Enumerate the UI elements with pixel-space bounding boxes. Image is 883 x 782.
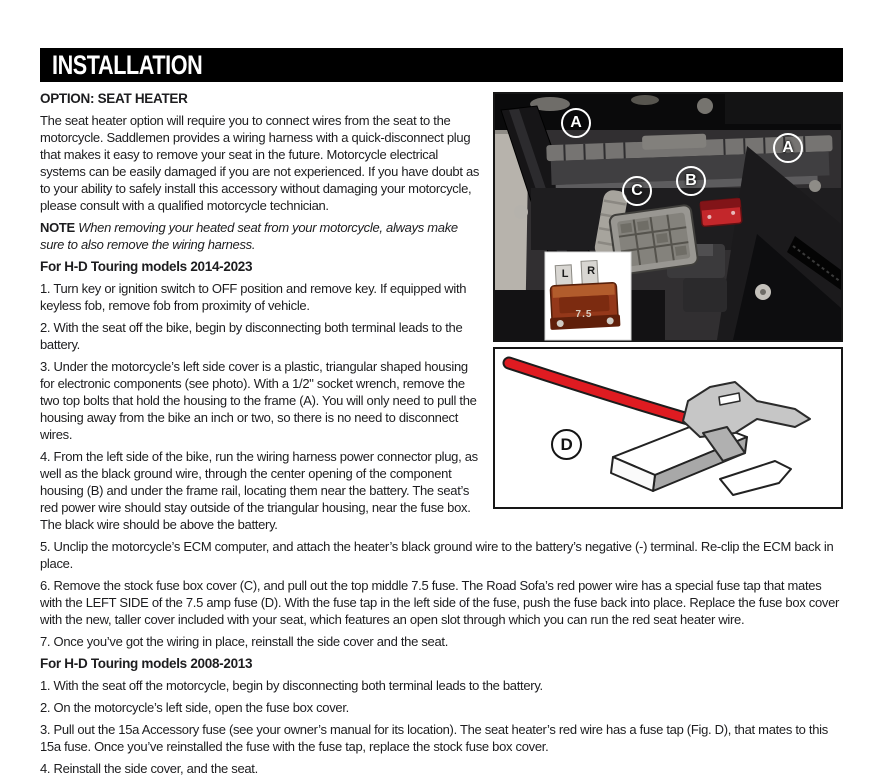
step-item: 2. On the motorcycle’s left side, open the fuse box cover. <box>40 700 349 715</box>
callout-a-right <box>773 133 803 163</box>
note-text: When removing your heated seat from your motorcycle, always make sure to also remove the wiring harness. <box>40 220 458 252</box>
fuse-tap-drawing <box>495 349 841 507</box>
page-title: INSTALLATION <box>52 50 203 80</box>
callout-d <box>551 429 582 460</box>
option-heading: OPTION: SEAT HEATER <box>40 91 188 106</box>
motorcycle-photo-illustration <box>495 94 841 340</box>
fuse-right-blade-label: R <box>587 265 595 277</box>
step-item: 3. Under the motorcycle’s left side cover is a plastic, triangular shaped housing for electronic components (see photo). With a 1/2" socket wrench, remove the two top bolts that hold the housing to the frame (A). You will only need to pull the housing away from the bike an inch or two, so there is no need to disconnect wires. <box>40 359 477 442</box>
note-label: NOTE <box>40 220 75 235</box>
section-heading-2014: For H-D Touring models 2014-2023 <box>40 259 253 274</box>
callout-c-label: C <box>631 182 643 199</box>
step-item: 1. Turn key or ignition switch to OFF position and remove key. If equipped with keyless fob, remove fob from proximity of vehicle. <box>40 281 467 313</box>
page-content <box>40 90 843 782</box>
step-item: 4. From the left side of the bike, run the wiring harness power connector plug, as well as the black ground wire, through the center opening of the component housing (B) and under the frame rail, locating them near the battery. The seat’s red power wire should stay outside of the triangular housing, near the fuse box. The black wire should be above the battery. <box>40 449 478 532</box>
fuse-left-blade-label: L <box>561 268 569 280</box>
section-heading-2008: For H-D Touring models 2008-2013 <box>40 656 253 671</box>
step-item: 1. With the seat off the motorcycle, begin by disconnecting both terminal leads to the battery. <box>40 678 543 693</box>
section-title-bar <box>40 48 843 82</box>
callout-b <box>676 166 706 196</box>
fuse-tap-diagram <box>493 347 843 509</box>
step-item: 5. Unclip the motorcycle’s ECM computer, and attach the heater’s black ground wire to the battery’s negative (-) terminal. Re-clip the ECM back in place. <box>40 539 834 571</box>
step-item: 2. With the seat off the bike, begin by disconnecting both terminal leads to the battery. <box>40 320 463 352</box>
step-item: 7. Once you’ve got the wiring in place, reinstall the side cover and the seat. <box>40 634 449 649</box>
callout-c <box>622 176 652 206</box>
callout-b-label: B <box>685 172 697 189</box>
install-photo <box>493 92 843 342</box>
callout-a-right-label: A <box>782 139 794 156</box>
callout-a-left-label: A <box>570 114 582 131</box>
intro-paragraph: The seat heater option will require you to connect wires from the seat to the motorcycle. Saddlemen provides a wiring harness with a quick-disconnect plug that makes it easy to remove your seat in the future. Motorcycle electrical systems can be easily damaged if you are not experienced. If you have doubt as to your ability to safely install this accessory without damaging your motorcycle, please consult with a qualified motorcycle technician. <box>40 113 480 213</box>
step-item: 4. Reinstall the side cover, and the seat. <box>40 761 258 776</box>
callout-d-label: D <box>560 435 573 454</box>
steps-2008 <box>40 677 843 777</box>
figure-block <box>493 92 843 509</box>
fuse-amperage-label: 7.5 <box>575 309 593 320</box>
callout-a-left <box>561 108 591 138</box>
step-item: 6. Remove the stock fuse box cover (C), and pull out the top middle 7.5 fuse. The Road Sofa’s red power wire has a special fuse tap that mates with the LEFT SIDE of the 7.5 amp fuse (D). With the fuse tap in the left side of the fuse, push the fuse back into place. Replace the fuse box cover with the new, taller cover included with your seat, which features an open slot through which you can run the red seat heater wire. <box>40 578 840 627</box>
step-item: 3. Pull out the 15a Accessory fuse (see your owner’s manual for its location). The seat heater’s red wire has a fuse tap (Fig. D), that mates to this 15a fuse. Once you’ve reinstalled the fuse with the fuse tap, replace the stock fuse box cover. <box>40 722 828 754</box>
